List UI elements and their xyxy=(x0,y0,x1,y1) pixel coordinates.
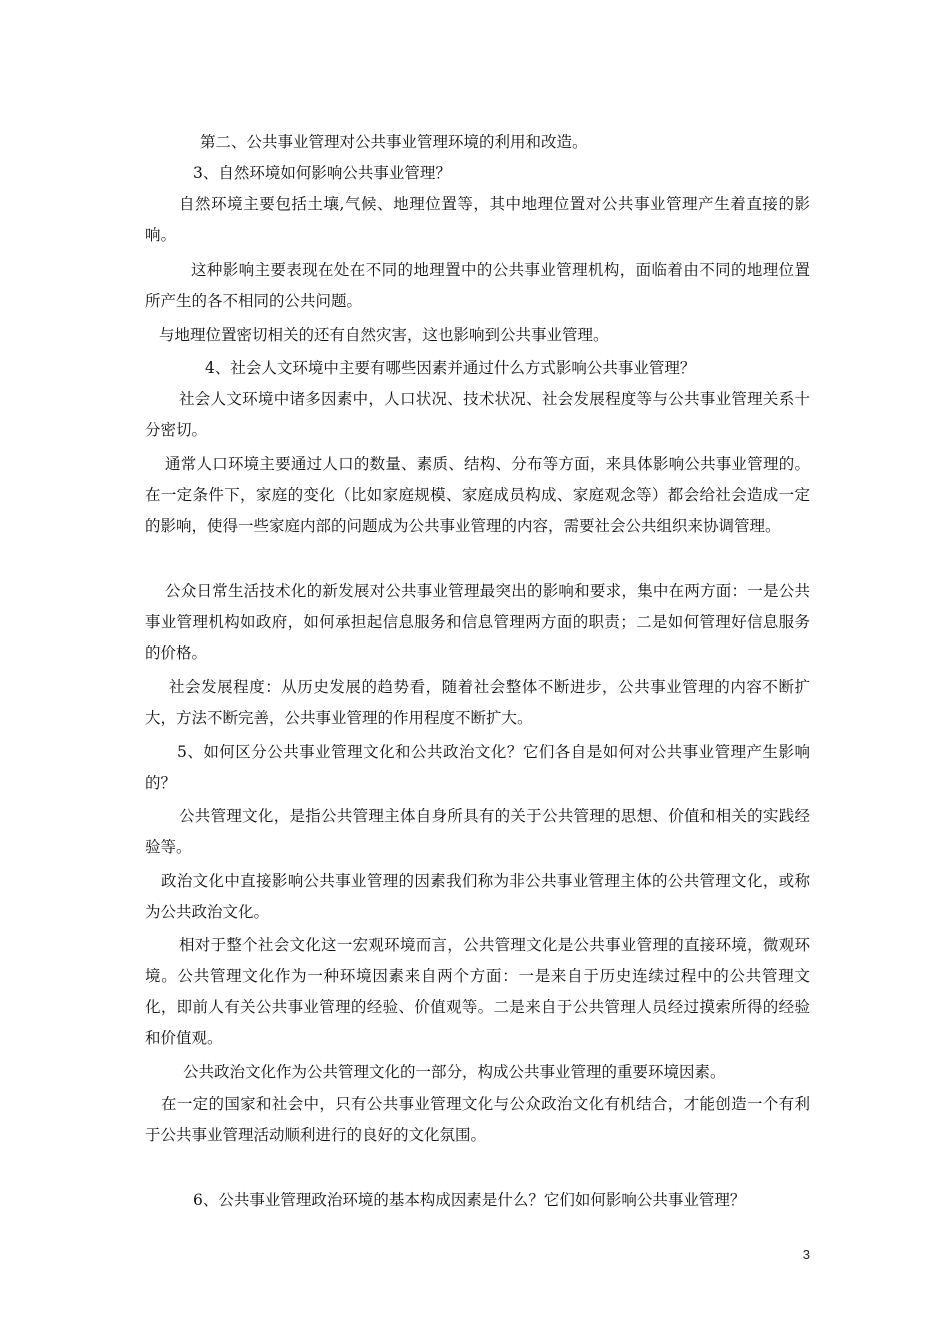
paragraph-natural-disaster: 与地理位置密切相关的还有自然灾害，这也影响到公共事业管理。 xyxy=(159,326,609,344)
question-6-heading: 6、公共事业管理政治环境的基本构成因素是什么？它们如何影响公共事业管理？ xyxy=(193,1191,746,1209)
paragraph-social-development: 社会发展程度：从历史发展的趋势看，随着社会整体不断进步，公共事业管理的内容不断扩大，方法不断完善，公共事业管理的作用程度不断扩大。 xyxy=(145,678,810,727)
paragraph-natural-environment: 自然环境主要包括土壤,气候、地理位置等，其中地理位置对公共事业管理产生着直接的影响。 xyxy=(145,195,810,244)
question-4-heading: 4、社会人文环境中主要有哪些因素并通过什么方式影响公共事业管理？ xyxy=(205,359,696,377)
question-5-heading: 5、如何区分公共事业管理文化和公共政治文化？它们各自是如何对公共事业管理产生影响的？ xyxy=(145,743,810,792)
paragraph-social-factors: 社会人文环境中诸多因素中，人口状况、技术状况、社会发展程度等与公共事业管理关系十分密切。 xyxy=(145,390,810,439)
page-number: 3 xyxy=(802,1247,810,1262)
paragraph-micro-environment: 相对于整个社会文化这一宏观环境而言，公共管理文化是公共事业管理的直接环境，微观环境。公共管理文化作为一种环境因素来自两个方面：一是来自于历史连续过程中的公共管理文化，即前人有关公共事业管理的经验、价值观等。二是来自于公共管理人员经过摸索所得的经验和价值观。 xyxy=(145,936,810,1047)
paragraph-political-culture-part: 公共政治文化作为公共管理文化的一部分，构成公共事业管理的重要环境因素。 xyxy=(183,1063,726,1081)
paragraph-technology-development: 公众日常生活技术化的新发展对公共事业管理最突出的影响和要求，集中在两方面：一是公共事业管理机构如政府，如何承担起信息服务和信息管理两方面的职责；二是如何管理好信息服务的价格。 xyxy=(145,582,810,662)
paragraph-geographic-influence: 这种影响主要表现在处在不同的地理置中的公共事业管理机构，面临着由不同的地理位置所产生的各不相同的公共问题。 xyxy=(145,261,810,310)
paragraph-second-point: 第二、公共事业管理对公共事业管理环境的利用和改造。 xyxy=(200,133,588,151)
paragraph-political-culture: 政治文化中直接影响公共事业管理的因素我们称为非公共事业管理主体的公共管理文化，或称为公共政治文化。 xyxy=(145,872,810,921)
paragraph-public-management-culture: 公共管理文化，是指公共管理主体自身所具有的关于公共管理的思想、价值和相关的实践经验等。 xyxy=(145,807,810,856)
question-3-heading: 3、自然环境如何影响公共事业管理？ xyxy=(193,164,451,182)
paragraph-cultural-atmosphere: 在一定的国家和社会中，只有公共事业管理文化与公众政治文化有机结合，才能创造一个有利于公共事业管理活动顺利进行的良好的文化氛围。 xyxy=(145,1095,810,1144)
paragraph-population-environment: 通常人口环境主要通过人口的数量、素质、结构、分布等方面，来具体影响公共事业管理的。在一定条件下，家庭的变化（比如家庭规模、家庭成员构成、家庭观念等）都会给社会造成一定的影响，使得一些家庭内部的问题成为公共事业管理的内容，需要社会公共组织来协调管理。 xyxy=(145,455,810,535)
